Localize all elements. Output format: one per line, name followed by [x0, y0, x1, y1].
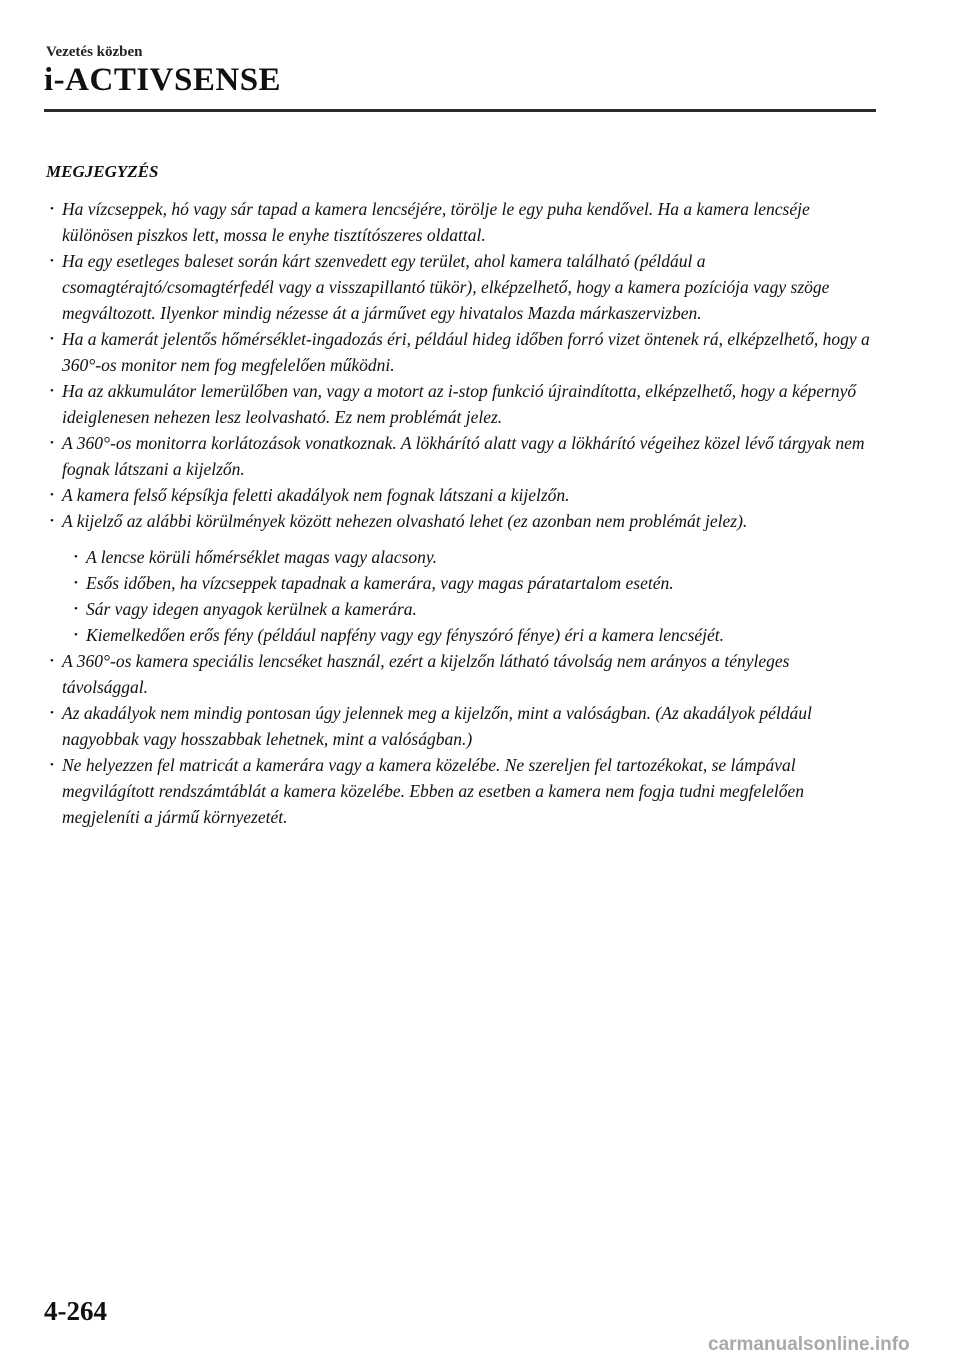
note-subitem: • A lencse körüli hőmérséklet magas vagy alacsony.	[70, 544, 876, 570]
note-item: • Ha vízcseppek, hó vagy sár tapad a kamera lencséjére, törölje le egy puha kendővel. Ha a kamera lencséje különösen piszkos lett, mossa le enyhe tisztítószeres oldattal.	[46, 196, 876, 248]
note-item: • A 360°-os kamera speciális lencséket használ, ezért a kijelzőn látható távolság nem arányos a tényleges távolsággal.	[46, 648, 876, 700]
note-item: • Ne helyezzen fel matricát a kamerára vagy a kamera közelébe. Ne szereljen fel tartozékokat, se lámpával megvilágított rendszámtáblát a kamera közelébe. Ebben az esetben a kamera nem fogja tudni megfelelően megjeleníti a jármű környezetét.	[46, 752, 876, 830]
note-item: • Ha az akkumulátor lemerülőben van, vagy a motort az i-stop funkció újraindította, elképzelhető, hogy a képernyő ideiglenesen nehezen lesz leolvasható. Ez nem problémát jelez.	[46, 378, 876, 430]
note-subitem: • Kiemelkedően erős fény (például napfény vagy egy fényszóró fénye) éri a kamera lencséjét.	[70, 622, 876, 648]
note-item: • Az akadályok nem mindig pontosan úgy jelennek meg a kijelzőn, mint a valóságban. (Az akadályok például nagyobbak vagy hosszabbak lehetnek, mint a valóságban.)	[46, 700, 876, 752]
note-subitem: • Esős időben, ha vízcseppek tapadnak a kamerára, vagy magas páratartalom esetén.	[70, 570, 876, 596]
note-item: • Ha egy esetleges baleset során kárt szenvedett egy terület, ahol kamera található (például a csomagtérajtó/csomagtérfedél vagy a visszapillantó tükör), elképzelhető, hogy a kamera pozíciója vagy szöge megváltozott. Ilyenkor mindig nézesse át a járművet egy hivatalos Mazda márkaszervizben.	[46, 248, 876, 326]
note-sublist	[70, 544, 876, 648]
header-rule	[44, 109, 876, 112]
note-heading: MEGJEGYZÉS	[46, 162, 159, 181]
note-subitem-group	[46, 544, 876, 648]
note-item: • A kamera felső képsíkja feletti akadályok nem fognak látszani a kijelzőn.	[46, 482, 876, 508]
note-list	[46, 196, 876, 830]
note-item: • Ha a kamerát jelentős hőmérséklet-ingadozás éri, például hideg időben forró vizet öntenek rá, elképzelhető, hogy a 360°-os monitor nem fog megfelelően működni.	[46, 326, 876, 378]
section-label: Vezetés közben	[46, 44, 143, 60]
page-number: 4-264	[44, 1296, 107, 1326]
chapter-title: i-ACTIVSENSE	[44, 62, 282, 98]
note-item: • A kijelző az alábbi körülmények között nehezen olvasható lehet (ez azonban nem problémát jelez).	[46, 508, 876, 534]
watermark: carmanualsonline.info	[708, 1334, 910, 1355]
note-item: • A 360°-os monitorra korlátozások vonatkoznak. A lökhárító alatt vagy a lökhárító végeihez közel lévő tárgyak nem fognak látszani a kijelzőn.	[46, 430, 876, 482]
note-subitem: • Sár vagy idegen anyagok kerülnek a kamerára.	[70, 596, 876, 622]
